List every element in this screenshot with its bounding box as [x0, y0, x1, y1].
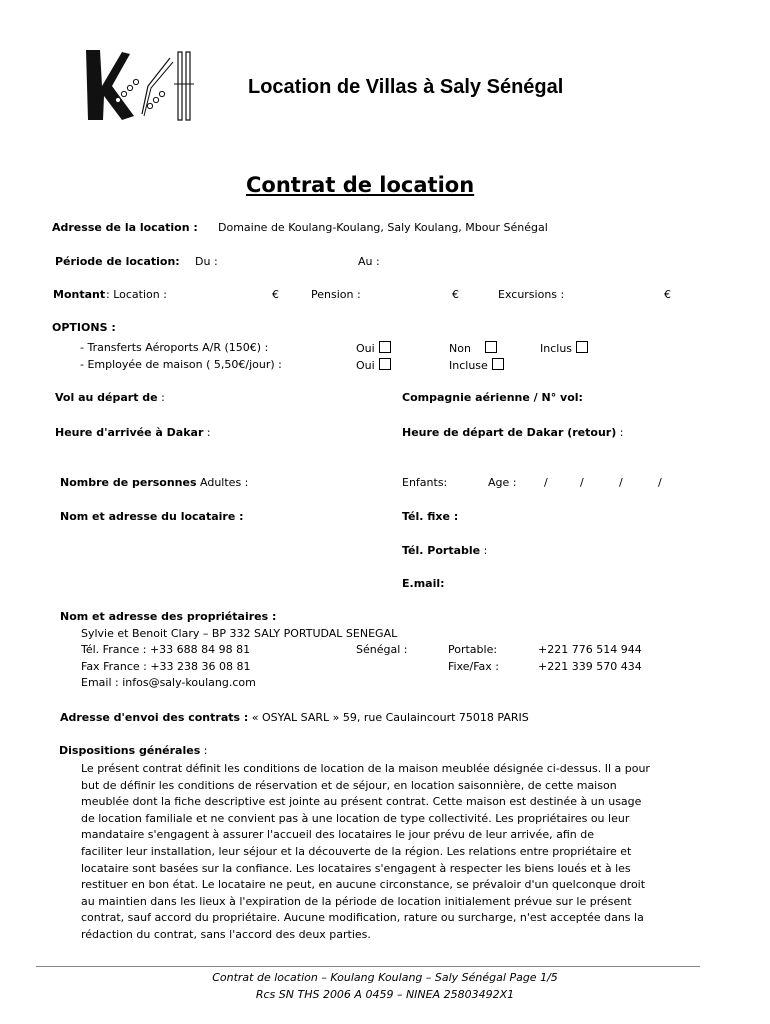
- nombre-personnes: [60, 476, 248, 489]
- footer: [0, 969, 770, 1003]
- contracts-address-label: Adresse d'envoi des contrats :: [60, 711, 249, 724]
- vol-label: [55, 391, 165, 404]
- tel-fixe-label: Tél. fixe :: [402, 510, 459, 523]
- depart-label: [402, 426, 623, 439]
- euro-excursions: €: [664, 288, 671, 301]
- kk-logo-icon: [78, 44, 204, 126]
- vol-colon: :: [161, 391, 165, 404]
- portable-value: +221 776 514 944: [538, 643, 642, 656]
- incluse-text: Incluse: [449, 359, 488, 372]
- owners-tel-row: [81, 643, 642, 660]
- owners-line1: Sylvie et Benoit Clary – BP 332 SALY PORTUDAL SENEGAL: [81, 626, 398, 640]
- arrivee-text: Heure d'arrivée à Dakar: [55, 426, 204, 439]
- oui-text: Oui: [356, 342, 375, 355]
- adresse-value: Domaine de Koulang-Koulang, Saly Koulang, Mbour Sénégal: [218, 221, 548, 234]
- checkbox[interactable]: [379, 358, 391, 370]
- euro-location: €: [272, 288, 279, 301]
- portable-label: Portable:: [448, 643, 498, 656]
- owners-block: [60, 610, 642, 693]
- location-label: : Location :: [106, 288, 167, 301]
- du-label: Du :: [195, 255, 218, 268]
- options-title: OPTIONS :: [52, 321, 116, 334]
- non-text: Non: [449, 342, 471, 355]
- fax-france: Fax France : +33 238 36 08 81: [81, 659, 251, 673]
- footer-line2: Rcs SN THS 2006 A 0459 – NINEA 25803492X1: [255, 988, 515, 1001]
- oui-text: Oui: [356, 359, 375, 372]
- owners-title: Nom et adresse des propriétaires :: [60, 610, 277, 623]
- page-title: Contrat de location: [246, 173, 475, 197]
- footer-divider: [36, 966, 700, 967]
- compagnie-label: Compagnie aérienne / N° vol:: [402, 391, 583, 404]
- montant-label: Montant: [53, 288, 106, 301]
- contracts-address-value: « OSYAL SARL » 59, rue Caulaincourt 75018 PARIS: [251, 711, 529, 724]
- adresse-label: Adresse de la location :: [52, 221, 198, 234]
- excursions-label: Excursions :: [498, 288, 565, 301]
- tel-france: Tél. France : +33 688 84 98 81: [81, 643, 251, 656]
- dispositions-section: [59, 744, 709, 944]
- arrivee-label: [55, 426, 211, 439]
- depart-colon: :: [619, 426, 624, 439]
- footer-line1: Contrat de location – Koulang Koulang – Saly Sénégal Page 1/5: [212, 971, 558, 984]
- employee-label: - Employée de maison ( 5,50€/jour) :: [80, 358, 282, 371]
- nombre-text: Nombre de personnes: [60, 476, 197, 489]
- nom-adresse-locataire-label: Nom et adresse du locataire :: [60, 510, 244, 523]
- owners-email: Email : infos@saly-koulang.com: [81, 676, 256, 689]
- senegal-label: Sénégal :: [356, 643, 408, 656]
- transferts-oui[interactable]: [356, 341, 391, 355]
- transferts-label: - Transferts Aéroports A/R (150€) :: [80, 341, 269, 354]
- checkbox[interactable]: [576, 341, 588, 353]
- pension-label: Pension :: [311, 288, 361, 301]
- age-slash: /: [619, 476, 623, 489]
- checkbox[interactable]: [492, 358, 504, 370]
- depart-text: Heure de départ de Dakar (retour): [402, 426, 617, 439]
- enfants-label: Enfants:: [402, 476, 448, 489]
- email-label: E.mail:: [402, 577, 445, 590]
- periode-label: Période de location:: [55, 255, 180, 268]
- age-slash: /: [658, 476, 662, 489]
- fixe-value: +221 339 570 434: [538, 659, 642, 673]
- transferts-inclus[interactable]: [540, 341, 588, 355]
- tel-portable-label: [402, 544, 487, 557]
- age-slash: /: [580, 476, 584, 489]
- au-label: Au :: [358, 255, 380, 268]
- transferts-non[interactable]: [449, 341, 497, 355]
- dispositions-heading: [59, 744, 709, 757]
- checkbox[interactable]: [485, 341, 497, 353]
- fixe-label: Fixe/Fax :: [448, 659, 499, 673]
- arrivee-colon: :: [206, 426, 211, 439]
- contracts-address: [60, 711, 529, 724]
- age-label: Age :: [488, 476, 517, 489]
- euro-pension: €: [452, 288, 459, 301]
- tel-portable-text: Tél. Portable: [402, 544, 481, 557]
- checkbox[interactable]: [379, 341, 391, 353]
- employee-oui[interactable]: [356, 358, 391, 372]
- adultes-text: Adultes :: [200, 476, 249, 489]
- site-title: Location de Villas à Saly Sénégal: [248, 76, 564, 98]
- tel-portable-colon: :: [483, 544, 488, 557]
- vol-text: Vol au départ de: [55, 391, 158, 404]
- dispositions-colon: :: [203, 744, 208, 757]
- age-slash: /: [544, 476, 548, 489]
- employee-incluse[interactable]: [449, 358, 504, 372]
- owners-fax-row: [81, 659, 642, 677]
- dispositions-text: Le présent contrat définit les conditions de location de la maison meublée désignée ci-dessus. Il a pour but de définir les conditions de réservation et de séjour, en location saisonnière, de cette maison meublée dont la fiche descriptive est jointe au présent contrat. Cette maison est destinée à un usage de location familiale et ne convient pas à une location de type collectivité. Les propriétaires ou leur mandataire s'engagent à assurer l'accueil des locataires le jour prévu de leur arrivée, afin de faciliter leur installation, leur séjour et la découverte de la région. Les relations entre propriétaire et locataire sont basées sur la confiance. Les locataires s'engagent à respecter les biens loués et à les restituer en bon état. Le locataire ne peut, en aucune circonstance, se prévaloir d'un quelconque droit au maintien dans les lieux à l'expiration de la période de location initialement prévue sur le présent contrat, sauf accord du propriétaire. Aucune modification, rature ou surcharge, n'est acceptée dans la rédaction du contrat, sans l'accord des deux parties.: [81, 762, 650, 941]
- inclus-text: Inclus: [540, 342, 573, 355]
- dispositions-title: Dispositions générales: [59, 744, 201, 757]
